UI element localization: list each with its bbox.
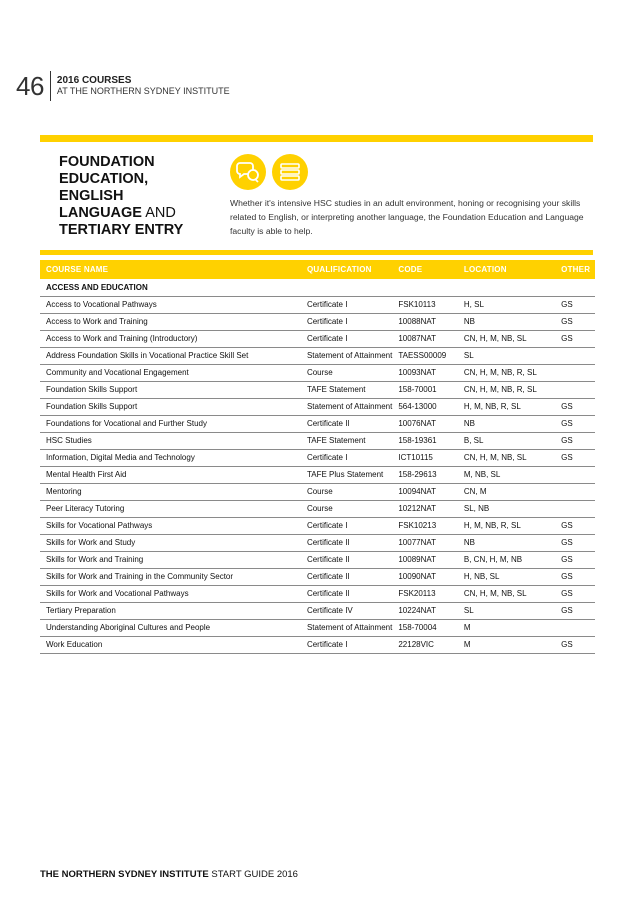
qualification-cell: TAFE Statement [301,432,392,449]
course-name-cell: Address Foundation Skills in Vocational Practice Skill Set [40,347,301,364]
location-cell: SL [458,347,555,364]
section-row [40,279,595,296]
column-header-code: CODE [392,260,458,279]
other-cell: GS [555,602,595,619]
column-header-location: LOCATION [458,260,555,279]
header-subtitle: AT THE NORTHERN SYDNEY INSTITUTE [56,86,230,96]
other-cell [555,500,595,517]
code-cell: 10093NAT [392,364,458,381]
table-row [40,602,595,619]
table-row [40,415,595,432]
course-name-cell: Community and Vocational Engagement [40,364,301,381]
code-cell: 158-70004 [392,619,458,636]
location-cell: B, CN, H, M, NB [458,551,555,568]
qualification-cell: Certificate I [301,296,392,313]
code-cell: 10094NAT [392,483,458,500]
other-cell [555,466,595,483]
other-cell: GS [555,296,595,313]
course-name-cell: Peer Literacy Tutoring [40,500,301,517]
course-name-cell: Skills for Vocational Pathways [40,517,301,534]
other-cell: GS [555,449,595,466]
other-cell [555,381,595,398]
location-cell: CN, H, M, NB, SL [458,449,555,466]
table-row [40,449,595,466]
other-cell: GS [555,534,595,551]
course-name-cell: HSC Studies [40,432,301,449]
header-divider [50,71,51,101]
table-row [40,568,595,585]
qualification-cell: Statement of Attainment [301,619,392,636]
course-name-cell: Skills for Work and Training in the Community Sector [40,568,301,585]
qualification-cell: Certificate II [301,551,392,568]
qualification-cell: Certificate IV [301,602,392,619]
other-cell: GS [555,568,595,585]
accent-bar-mid [40,250,593,255]
location-cell: CN, M [458,483,555,500]
faculty-title [59,154,219,239]
table-row [40,466,595,483]
table-row [40,636,595,653]
location-cell: H, SL [458,296,555,313]
qualification-cell: Certificate I [301,636,392,653]
qualification-cell: Certificate I [301,449,392,466]
page-number: 46 [16,70,44,101]
other-cell: GS [555,432,595,449]
course-name-cell: Access to Work and Training (Introductory) [40,330,301,347]
code-cell: 22128VIC [392,636,458,653]
code-cell: 10090NAT [392,568,458,585]
course-name-cell: Work Education [40,636,301,653]
table-row [40,517,595,534]
faculty-title-line: TERTIARY ENTRY [59,222,184,238]
faculty-title-line: ENGLISH [59,188,124,204]
other-cell [555,347,595,364]
table-row [40,432,595,449]
qualification-cell: Certificate II [301,568,392,585]
other-cell [555,483,595,500]
location-cell: M, NB, SL [458,466,555,483]
table-row [40,381,595,398]
page-footer [40,869,298,880]
course-name-cell: Skills for Work and Training [40,551,301,568]
table-row [40,330,595,347]
code-cell: 10076NAT [392,415,458,432]
books-icon [272,154,308,190]
course-name-cell: Skills for Work and Vocational Pathways [40,585,301,602]
code-cell: TAESS00009 [392,347,458,364]
course-name-cell: Mental Health First Aid [40,466,301,483]
table-row [40,585,595,602]
qualification-cell: Certificate II [301,585,392,602]
code-cell: FSK10113 [392,296,458,313]
table-row [40,534,595,551]
accent-bar-top [40,135,593,142]
table-row [40,347,595,364]
location-cell: H, M, NB, R, SL [458,398,555,415]
qualification-cell: Course [301,500,392,517]
qualification-cell: Statement of Attainment [301,398,392,415]
code-cell: 158-19361 [392,432,458,449]
page-header [16,66,230,106]
faculty-title-line [59,205,219,222]
faculty-title-word: AND [141,205,176,221]
location-cell: CN, H, M, NB, SL [458,585,555,602]
courses-table [40,260,595,654]
location-cell: SL [458,602,555,619]
code-cell: FSK10213 [392,517,458,534]
other-cell: GS [555,415,595,432]
other-cell: GS [555,551,595,568]
location-cell: M [458,619,555,636]
code-cell: 158-70001 [392,381,458,398]
code-cell: 10087NAT [392,330,458,347]
other-cell [555,364,595,381]
code-cell: ICT10115 [392,449,458,466]
faculty-title-line: FOUNDATION [59,154,155,170]
code-cell: 10088NAT [392,313,458,330]
location-cell: CN, H, M, NB, R, SL [458,381,555,398]
header-title: 2016 COURSES [56,75,132,86]
location-cell: NB [458,313,555,330]
other-cell: GS [555,585,595,602]
course-name-cell: Information, Digital Media and Technology [40,449,301,466]
column-header-qualification: QUALIFICATION [301,260,392,279]
qualification-cell: Certificate II [301,415,392,432]
course-name-cell: Skills for Work and Study [40,534,301,551]
other-cell: GS [555,517,595,534]
qualification-cell: Certificate II [301,534,392,551]
qualification-cell: Statement of Attainment [301,347,392,364]
table-row [40,551,595,568]
code-cell: 10077NAT [392,534,458,551]
location-cell: H, M, NB, R, SL [458,517,555,534]
location-cell: H, NB, SL [458,568,555,585]
other-cell [555,619,595,636]
course-name-cell: Mentoring [40,483,301,500]
faculty-title-word: LANGUAGE [59,205,142,221]
code-cell: 564-13000 [392,398,458,415]
section-heading: ACCESS AND EDUCATION [40,279,595,296]
column-header-other: OTHER [555,260,595,279]
footer-institute: THE NORTHERN SYDNEY INSTITUTE [40,869,209,880]
course-name-cell: Tertiary Preparation [40,602,301,619]
course-name-cell: Foundation Skills Support [40,398,301,415]
location-cell: NB [458,415,555,432]
course-name-cell: Foundations for Vocational and Further Study [40,415,301,432]
table-row [40,619,595,636]
table-row [40,398,595,415]
qualification-cell: Certificate I [301,330,392,347]
code-cell: 10224NAT [392,602,458,619]
other-cell: GS [555,330,595,347]
table-row [40,500,595,517]
location-cell: NB [458,534,555,551]
qualification-cell: TAFE Plus Statement [301,466,392,483]
faculty-intro: Whether it's intensive HSC studies in an adult environment, honing or recognising your skills related to English, or interpreting another language, the Foundation Education and Language faculty is able to help. [230,198,584,236]
code-cell: FSK20113 [392,585,458,602]
column-header-course-name: COURSE NAME [40,260,301,279]
location-cell: CN, H, M, NB, SL [458,330,555,347]
code-cell: 10212NAT [392,500,458,517]
faculty-title-line: EDUCATION, [59,171,149,187]
table-row [40,296,595,313]
qualification-cell: Course [301,364,392,381]
code-cell: 158-29613 [392,466,458,483]
table-row [40,313,595,330]
code-cell: 10089NAT [392,551,458,568]
course-name-cell: Understanding Aboriginal Cultures and People [40,619,301,636]
speech-bubbles-icon [230,154,266,190]
course-name-cell: Access to Vocational Pathways [40,296,301,313]
table-row [40,483,595,500]
other-cell: GS [555,398,595,415]
location-cell: B, SL [458,432,555,449]
course-name-cell: Access to Work and Training [40,313,301,330]
location-cell: M [458,636,555,653]
qualification-cell: TAFE Statement [301,381,392,398]
header-text [57,75,230,97]
qualification-cell: Course [301,483,392,500]
other-cell: GS [555,636,595,653]
other-cell: GS [555,313,595,330]
location-cell: SL, NB [458,500,555,517]
footer-guide: START GUIDE 2016 [208,869,298,880]
faculty-icons [230,154,308,190]
location-cell: CN, H, M, NB, R, SL [458,364,555,381]
qualification-cell: Certificate I [301,517,392,534]
table-header-row [40,260,595,279]
qualification-cell: Certificate I [301,313,392,330]
table-row [40,364,595,381]
course-name-cell: Foundation Skills Support [40,381,301,398]
